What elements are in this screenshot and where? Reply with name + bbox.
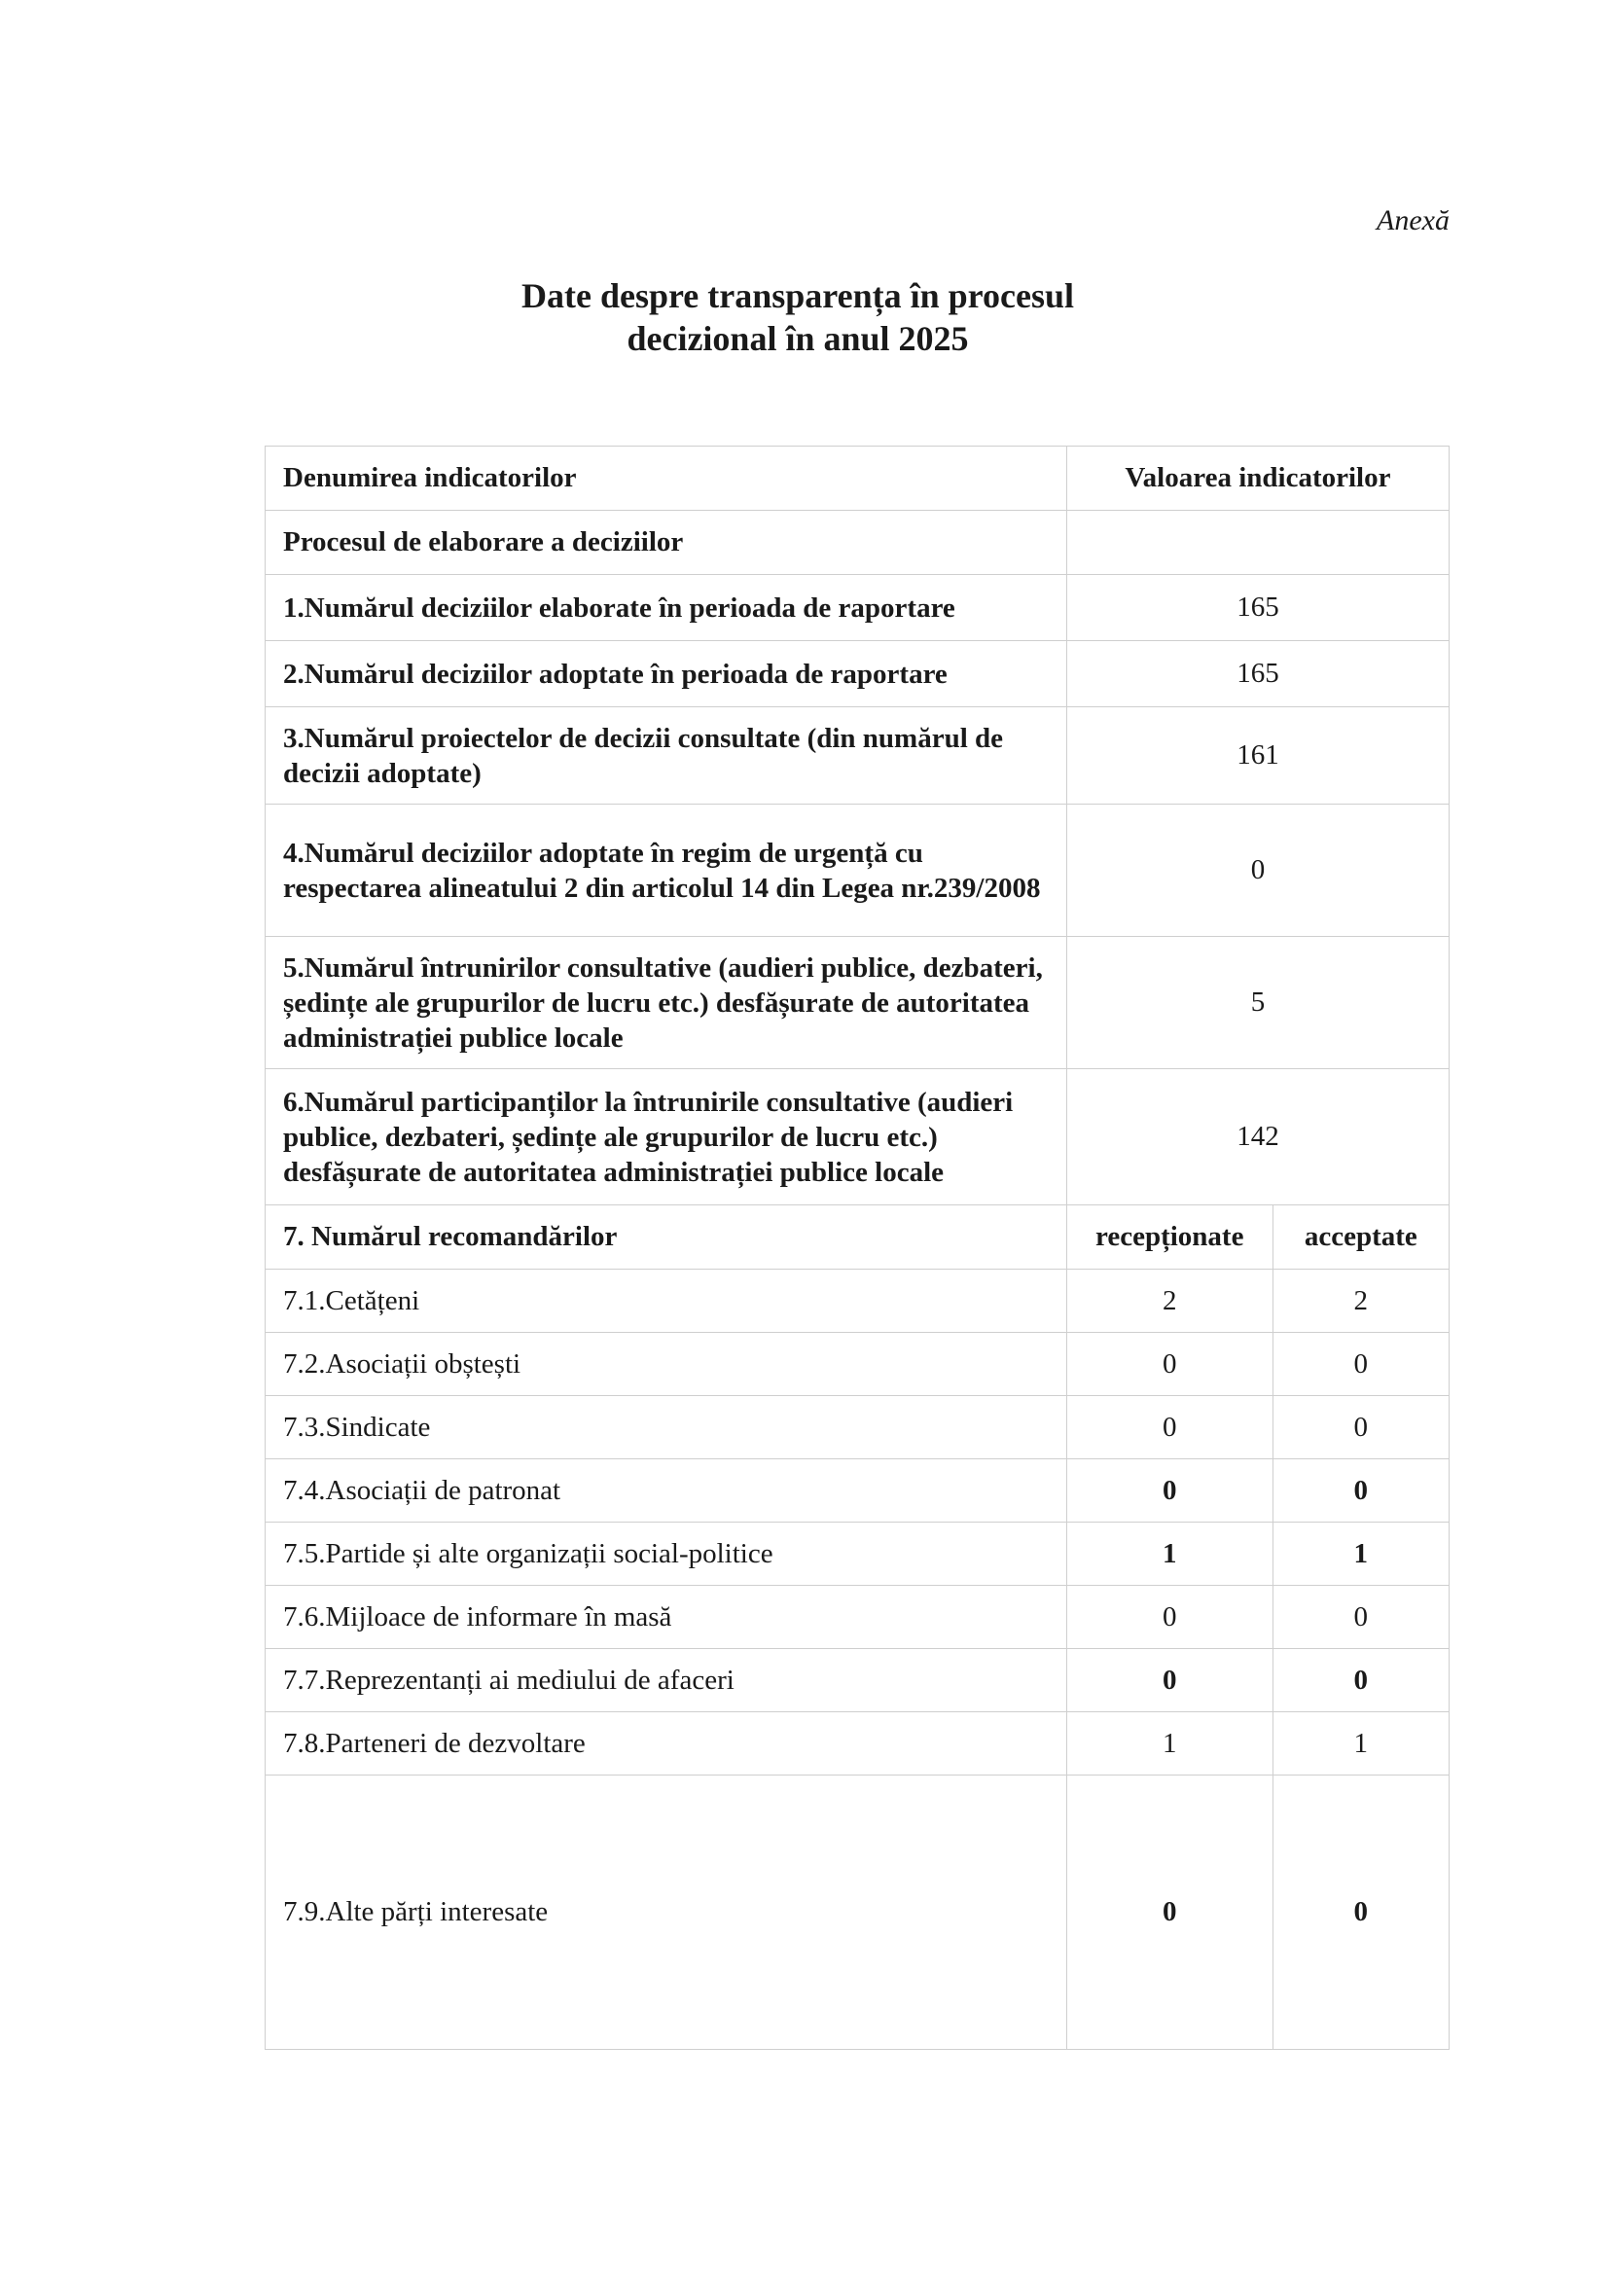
annex-label: Anexă	[1377, 204, 1450, 236]
title-line-1: Date despre transparența în procesul	[520, 276, 1074, 315]
table-row: 4.Numărul deciziilor adoptate în regim de urgență cu respectarea alineatului 2 din articolul 14 din Legea nr.239/2008 0	[266, 805, 1450, 937]
table-row: 6.Numărul participanților la întrunirile consultative (audieri publice, dezbateri, ședințe ale grupurilor de lucru etc.) desfășurate de autoritatea administrației publice locale 142	[266, 1069, 1450, 1205]
table-row: 7.5.Partide și alte organizații social-politice 1 1	[266, 1523, 1450, 1586]
section-row	[266, 511, 1450, 575]
table-row: 7.4.Asociații de patronat 0 0	[266, 1459, 1450, 1523]
table-row: 7.9.Alte părți interesate 0 0	[266, 1776, 1450, 2050]
recommendations-header-row: 7. Numărul recomandărilor recepționate acceptate	[266, 1205, 1450, 1270]
table-row: 7.2.Asociații obștești 0 0	[266, 1333, 1450, 1396]
indicators-table	[265, 446, 1450, 2050]
table-row: 7.3.Sindicate 0 0	[266, 1396, 1450, 1459]
table-row: 7.8.Parteneri de dezvoltare 1 1	[266, 1712, 1450, 1776]
table-row: 1.Numărul deciziilor elaborate în perioada de raportare 165	[266, 575, 1450, 641]
header-value: Valoarea indicatorilor	[1066, 447, 1449, 511]
table-row: 3.Numărul proiectelor de decizii consultate (din numărul de decizii adoptate) 161	[266, 707, 1450, 805]
section-title: Procesul de elaborare a deciziilor	[266, 511, 1067, 575]
document-title	[486, 274, 1109, 360]
table-row: 2.Numărul deciziilor adoptate în perioada de raportare 165	[266, 641, 1450, 707]
table-header-row	[266, 447, 1450, 511]
table-row: 5.Numărul întrunirilor consultative (audieri publice, dezbateri, ședințe ale grupurilor de lucru etc.) desfășurate de autoritatea administrației publice locale 5	[266, 937, 1450, 1069]
header-name: Denumirea indicatorilor	[266, 447, 1067, 511]
table-row: 7.7.Reprezentanți ai mediului de afaceri 0 0	[266, 1649, 1450, 1712]
title-line-2: decizional în anul 2025	[627, 319, 969, 358]
table-row: 7.6.Mijloace de informare în masă 0 0	[266, 1586, 1450, 1649]
table-row: 7.1.Cetățeni 2 2	[266, 1270, 1450, 1333]
